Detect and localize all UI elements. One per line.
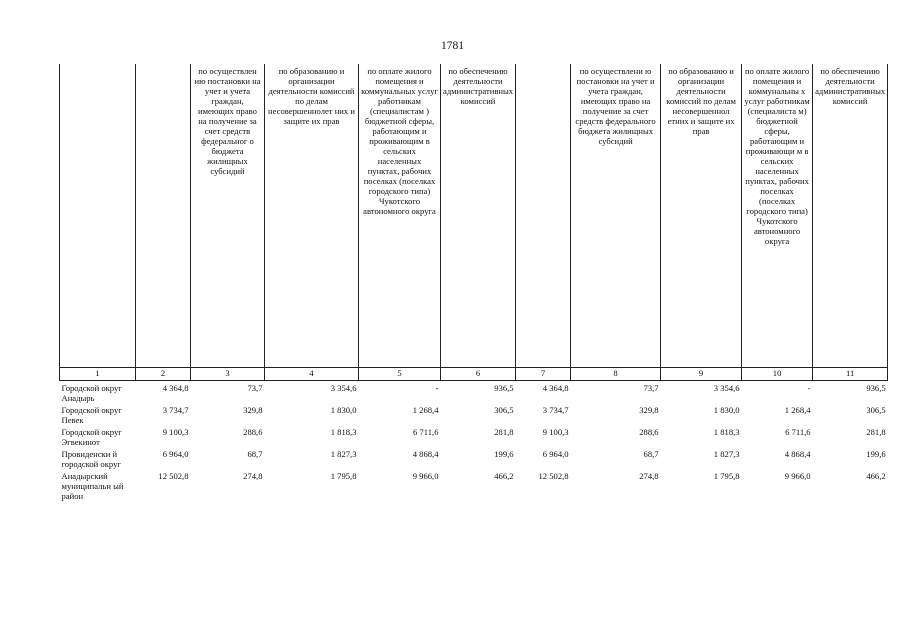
value-cell: 936,5 — [494, 383, 514, 393]
table-row — [60, 403, 888, 425]
value-cell: 1 795,8 — [330, 471, 357, 481]
municipality-name: Городской округ Эгвекинот — [61, 427, 122, 447]
column-number: 7 — [516, 368, 571, 381]
value-cell: 199,6 — [494, 449, 514, 459]
column-number: 10 — [742, 368, 813, 381]
value-cell: 274,8 — [639, 471, 659, 481]
value-cell: 936,5 — [866, 383, 886, 393]
value-cell: 3 354,6 — [330, 383, 357, 393]
value-cell: 68,7 — [247, 449, 263, 459]
table-header-row — [60, 64, 888, 368]
header-cell: по осуществлен ию постановки на учет и учета граждан, имеющих право на получение за счет средств федеральног о бюджета жилищных субсидий — [191, 64, 265, 368]
municipality-name: Городской округ Певек — [61, 405, 122, 425]
value-cell: 466,2 — [866, 471, 886, 481]
value-cell: 6 711,6 — [785, 427, 811, 437]
header-cell — [60, 64, 136, 368]
value-cell: 68,7 — [643, 449, 659, 459]
value-cell: 6 964,0 — [542, 449, 569, 459]
value-cell: 288,6 — [639, 427, 659, 437]
header-cell — [516, 64, 571, 368]
value-cell: 9 100,3 — [542, 427, 569, 437]
value-cell: 1 830,0 — [330, 405, 357, 415]
value-cell: 1 818,3 — [330, 427, 357, 437]
value-cell: 73,7 — [247, 383, 263, 393]
header-cell: по осуществлени ю постановки на учет и учета граждан, имеющих право на получение за счет средств федерального бюджета жилищных субсидий — [571, 64, 661, 368]
column-number: 8 — [571, 368, 661, 381]
budget-table — [59, 64, 888, 501]
value-cell: 466,2 — [494, 471, 514, 481]
value-cell: 306,5 — [866, 405, 886, 415]
value-cell: 329,8 — [639, 405, 659, 415]
value-cell: 73,7 — [643, 383, 659, 393]
value-cell: 6 711,6 — [413, 427, 439, 437]
header-cell: по обеспечению деятельности административных комиссий — [813, 64, 888, 368]
value-cell: 3 354,6 — [713, 383, 740, 393]
value-cell: 9 966,0 — [784, 471, 811, 481]
column-number: 5 — [359, 368, 441, 381]
value-cell: 12 502,8 — [158, 471, 189, 481]
header-cell: по оплате жилого помещения и коммунальных услуг работникам (специалистам ) бюджетной сферы, работающим и проживающим в сельских населенных пунктах, рабочих поселках (поселках городского типа) Чукотского автономного округа — [359, 64, 441, 368]
value-cell: 281,8 — [866, 427, 886, 437]
header-cell — [136, 64, 191, 368]
value-cell: 199,6 — [866, 449, 886, 459]
header-cell: по обеспечению деятельности административных комиссий — [441, 64, 516, 368]
value-cell: 4 364,8 — [162, 383, 189, 393]
table-row — [60, 447, 888, 469]
value-cell: 1 795,8 — [713, 471, 740, 481]
value-cell: 3 734,7 — [542, 405, 569, 415]
page-number: 1781 — [441, 40, 464, 52]
value-cell: 12 502,8 — [538, 471, 569, 481]
value-cell: 4 364,8 — [542, 383, 569, 393]
table-row — [60, 469, 888, 501]
column-number: 1 — [60, 368, 136, 381]
municipality-name: Провиденски й городской округ — [61, 449, 121, 469]
value-cell: - — [807, 383, 811, 393]
column-number: 9 — [661, 368, 742, 381]
header-cell: по образованию и организации деятельности комиссий по делам несовершеннол етних и защите их прав — [661, 64, 742, 368]
value-cell: 9 100,3 — [162, 427, 189, 437]
column-number: 4 — [265, 368, 359, 381]
value-cell: 306,5 — [494, 405, 514, 415]
value-cell: 329,8 — [243, 405, 263, 415]
value-cell: 1 830,0 — [713, 405, 740, 415]
value-cell: 288,6 — [243, 427, 263, 437]
municipality-name: Анадырский муниципальн ый район — [61, 471, 124, 501]
value-cell: 4 868,4 — [784, 449, 811, 459]
table-row — [60, 425, 888, 447]
column-number: 3 — [191, 368, 265, 381]
value-cell: 3 734,7 — [162, 405, 189, 415]
value-cell: 274,8 — [243, 471, 263, 481]
column-number: 11 — [813, 368, 888, 381]
municipality-name: Городской округ Анадырь — [61, 383, 122, 403]
value-cell: 1 818,3 — [713, 427, 740, 437]
header-cell: по оплате жилого помещения и коммунальны х услуг работникам (специалиста м) бюджетной сферы, работающим и проживающи м в сельских населенных пунктах, рабочих поселках (поселках городского типа) Чукотского автономного округа — [742, 64, 813, 368]
value-cell: 1 827,3 — [330, 449, 357, 459]
value-cell: - — [435, 383, 439, 393]
column-number: 6 — [441, 368, 516, 381]
value-cell: 6 964,0 — [162, 449, 189, 459]
value-cell: 9 966,0 — [412, 471, 439, 481]
value-cell: 1 268,4 — [412, 405, 439, 415]
header-cell: по образованию и организации деятельности комиссий по делам несовершеннолет них и защите их прав — [265, 64, 359, 368]
table-row — [60, 381, 888, 404]
value-cell: 1 827,3 — [713, 449, 740, 459]
value-cell: 281,8 — [494, 427, 514, 437]
value-cell: 4 868,4 — [412, 449, 439, 459]
column-number-row — [60, 368, 888, 381]
value-cell: 1 268,4 — [784, 405, 811, 415]
column-number: 2 — [136, 368, 191, 381]
